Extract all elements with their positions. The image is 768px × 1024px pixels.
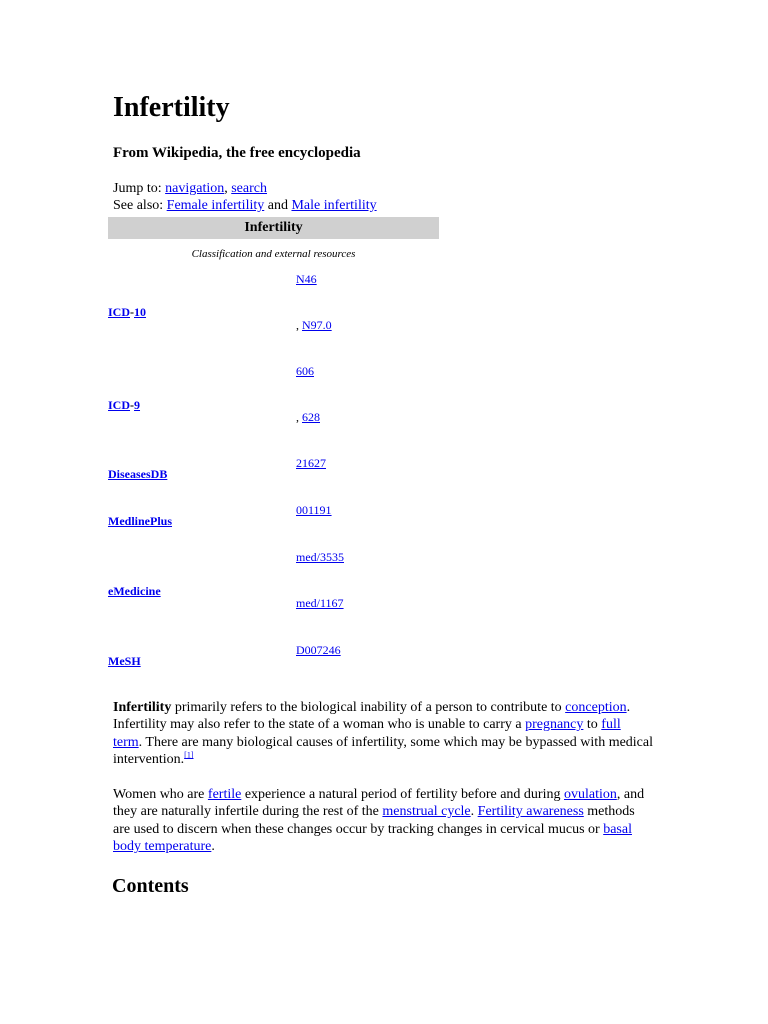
p2-text-4: . (470, 804, 478, 820)
emedicine-3535-link[interactable]: med/3535 (296, 550, 344, 564)
infobox-value-mesh (296, 643, 341, 658)
p1-text-3: to (583, 717, 602, 733)
infobox-value-icd9-1 (296, 364, 314, 379)
infobox-value-emedicine-2 (296, 596, 344, 611)
mesh-d007246-link[interactable]: D007246 (296, 643, 341, 657)
icd9-606-link[interactable]: 606 (296, 364, 314, 378)
infobox-value-emedicine-1 (296, 550, 344, 565)
basal-body-temperature-link[interactable]: basal body temperature (113, 821, 632, 854)
see-also-and: and (264, 198, 292, 213)
value-separator: , (296, 410, 302, 424)
medlineplus-001191-link[interactable]: 001191 (296, 503, 332, 517)
p1-text-4: . There are many biological causes of infertility, some which may be bypassed with medical intervention. (113, 734, 653, 767)
infobox-label-icd10 (108, 305, 146, 320)
conception-link[interactable]: conception (565, 700, 627, 715)
jump-label: Jump to: (113, 181, 166, 196)
ovulation-link[interactable]: ovulation (563, 787, 617, 802)
term-bold: Infertility (113, 700, 172, 715)
reference-1-link[interactable]: [1] (184, 750, 194, 760)
diseasesdb-21627-link[interactable]: 21627 (296, 456, 326, 470)
p1-text-2: . Infertility may also refer to the state of a woman who is unable to carry a (113, 700, 631, 733)
fertility-awareness-link[interactable]: Fertility awareness (477, 804, 584, 820)
jump-separator: , (224, 181, 232, 196)
infobox-label-icd9 (108, 398, 140, 413)
icd10-version-link[interactable]: 10 (134, 305, 147, 319)
jump-to-line (113, 180, 267, 197)
p2-text-2: experience a natural period of fertility before and during (241, 787, 564, 802)
value-separator: , (296, 318, 302, 332)
fertile-link[interactable]: fertile (207, 787, 242, 802)
infobox-value-icd10-1 (296, 272, 317, 287)
infobox-label-medlineplus (108, 514, 172, 529)
navigation-link[interactable]: navigation (165, 181, 225, 196)
see-also-line (113, 197, 377, 214)
intro-paragraph-2 (113, 786, 653, 855)
infobox-subheader: Classification and external resources (191, 248, 356, 260)
menstrual-cycle-link[interactable]: menstrual cycle (382, 804, 471, 820)
icd-link[interactable]: ICD (108, 398, 131, 412)
contents-heading: Contents (112, 875, 189, 897)
female-infertility-link[interactable]: Female infertility (166, 198, 265, 213)
infobox-header: Infertility (108, 217, 439, 239)
infobox-value-icd9-2 (296, 410, 320, 425)
infobox-value-icd10-2 (296, 318, 332, 333)
infobox-label-mesh (108, 654, 141, 669)
full-term-link[interactable]: full term (113, 717, 621, 750)
p1-text-1: primarily refers to the biological inability of a person to contribute to (171, 700, 566, 715)
label-dash: - (130, 398, 135, 412)
icd10-n46-link[interactable]: N46 (296, 272, 317, 286)
see-also-label: See also: (113, 198, 167, 213)
pregnancy-link[interactable]: pregnancy (525, 717, 584, 733)
infobox-value-medlineplus (296, 503, 332, 518)
p2-text-5: methods are used to discern when these changes occur by tracking changes in cervical mucus or (113, 804, 635, 837)
p2-text-3: , and they are naturally infertile during the rest of the (113, 787, 645, 820)
page-title: Infertility (113, 92, 230, 123)
p2-text-1: Women who are (113, 787, 208, 802)
icd9-628-link[interactable]: 628 (302, 410, 320, 424)
emedicine-1167-link[interactable]: med/1167 (296, 596, 344, 610)
mesh-link[interactable]: MeSH (108, 654, 141, 668)
site-tagline: From Wikipedia, the free encyclopedia (113, 145, 361, 161)
icd9-version-link[interactable]: 9 (134, 398, 141, 412)
infobox-label-diseasesdb (108, 467, 167, 482)
intro-paragraph-1 (113, 699, 653, 768)
label-dash: - (130, 305, 135, 319)
icd10-n97-link[interactable]: N97.0 (302, 318, 332, 332)
medlineplus-link[interactable]: MedlinePlus (108, 514, 173, 528)
search-link[interactable]: search (231, 181, 267, 196)
icd-link[interactable]: ICD (108, 305, 131, 319)
infobox-label-emedicine (108, 584, 161, 599)
infobox-value-diseasesdb (296, 456, 326, 471)
p2-text-6: . (211, 838, 215, 854)
male-infertility-link[interactable]: Male infertility (291, 198, 377, 213)
emedicine-link[interactable]: eMedicine (108, 584, 161, 598)
diseasesdb-link[interactable]: DiseasesDB (108, 467, 168, 481)
